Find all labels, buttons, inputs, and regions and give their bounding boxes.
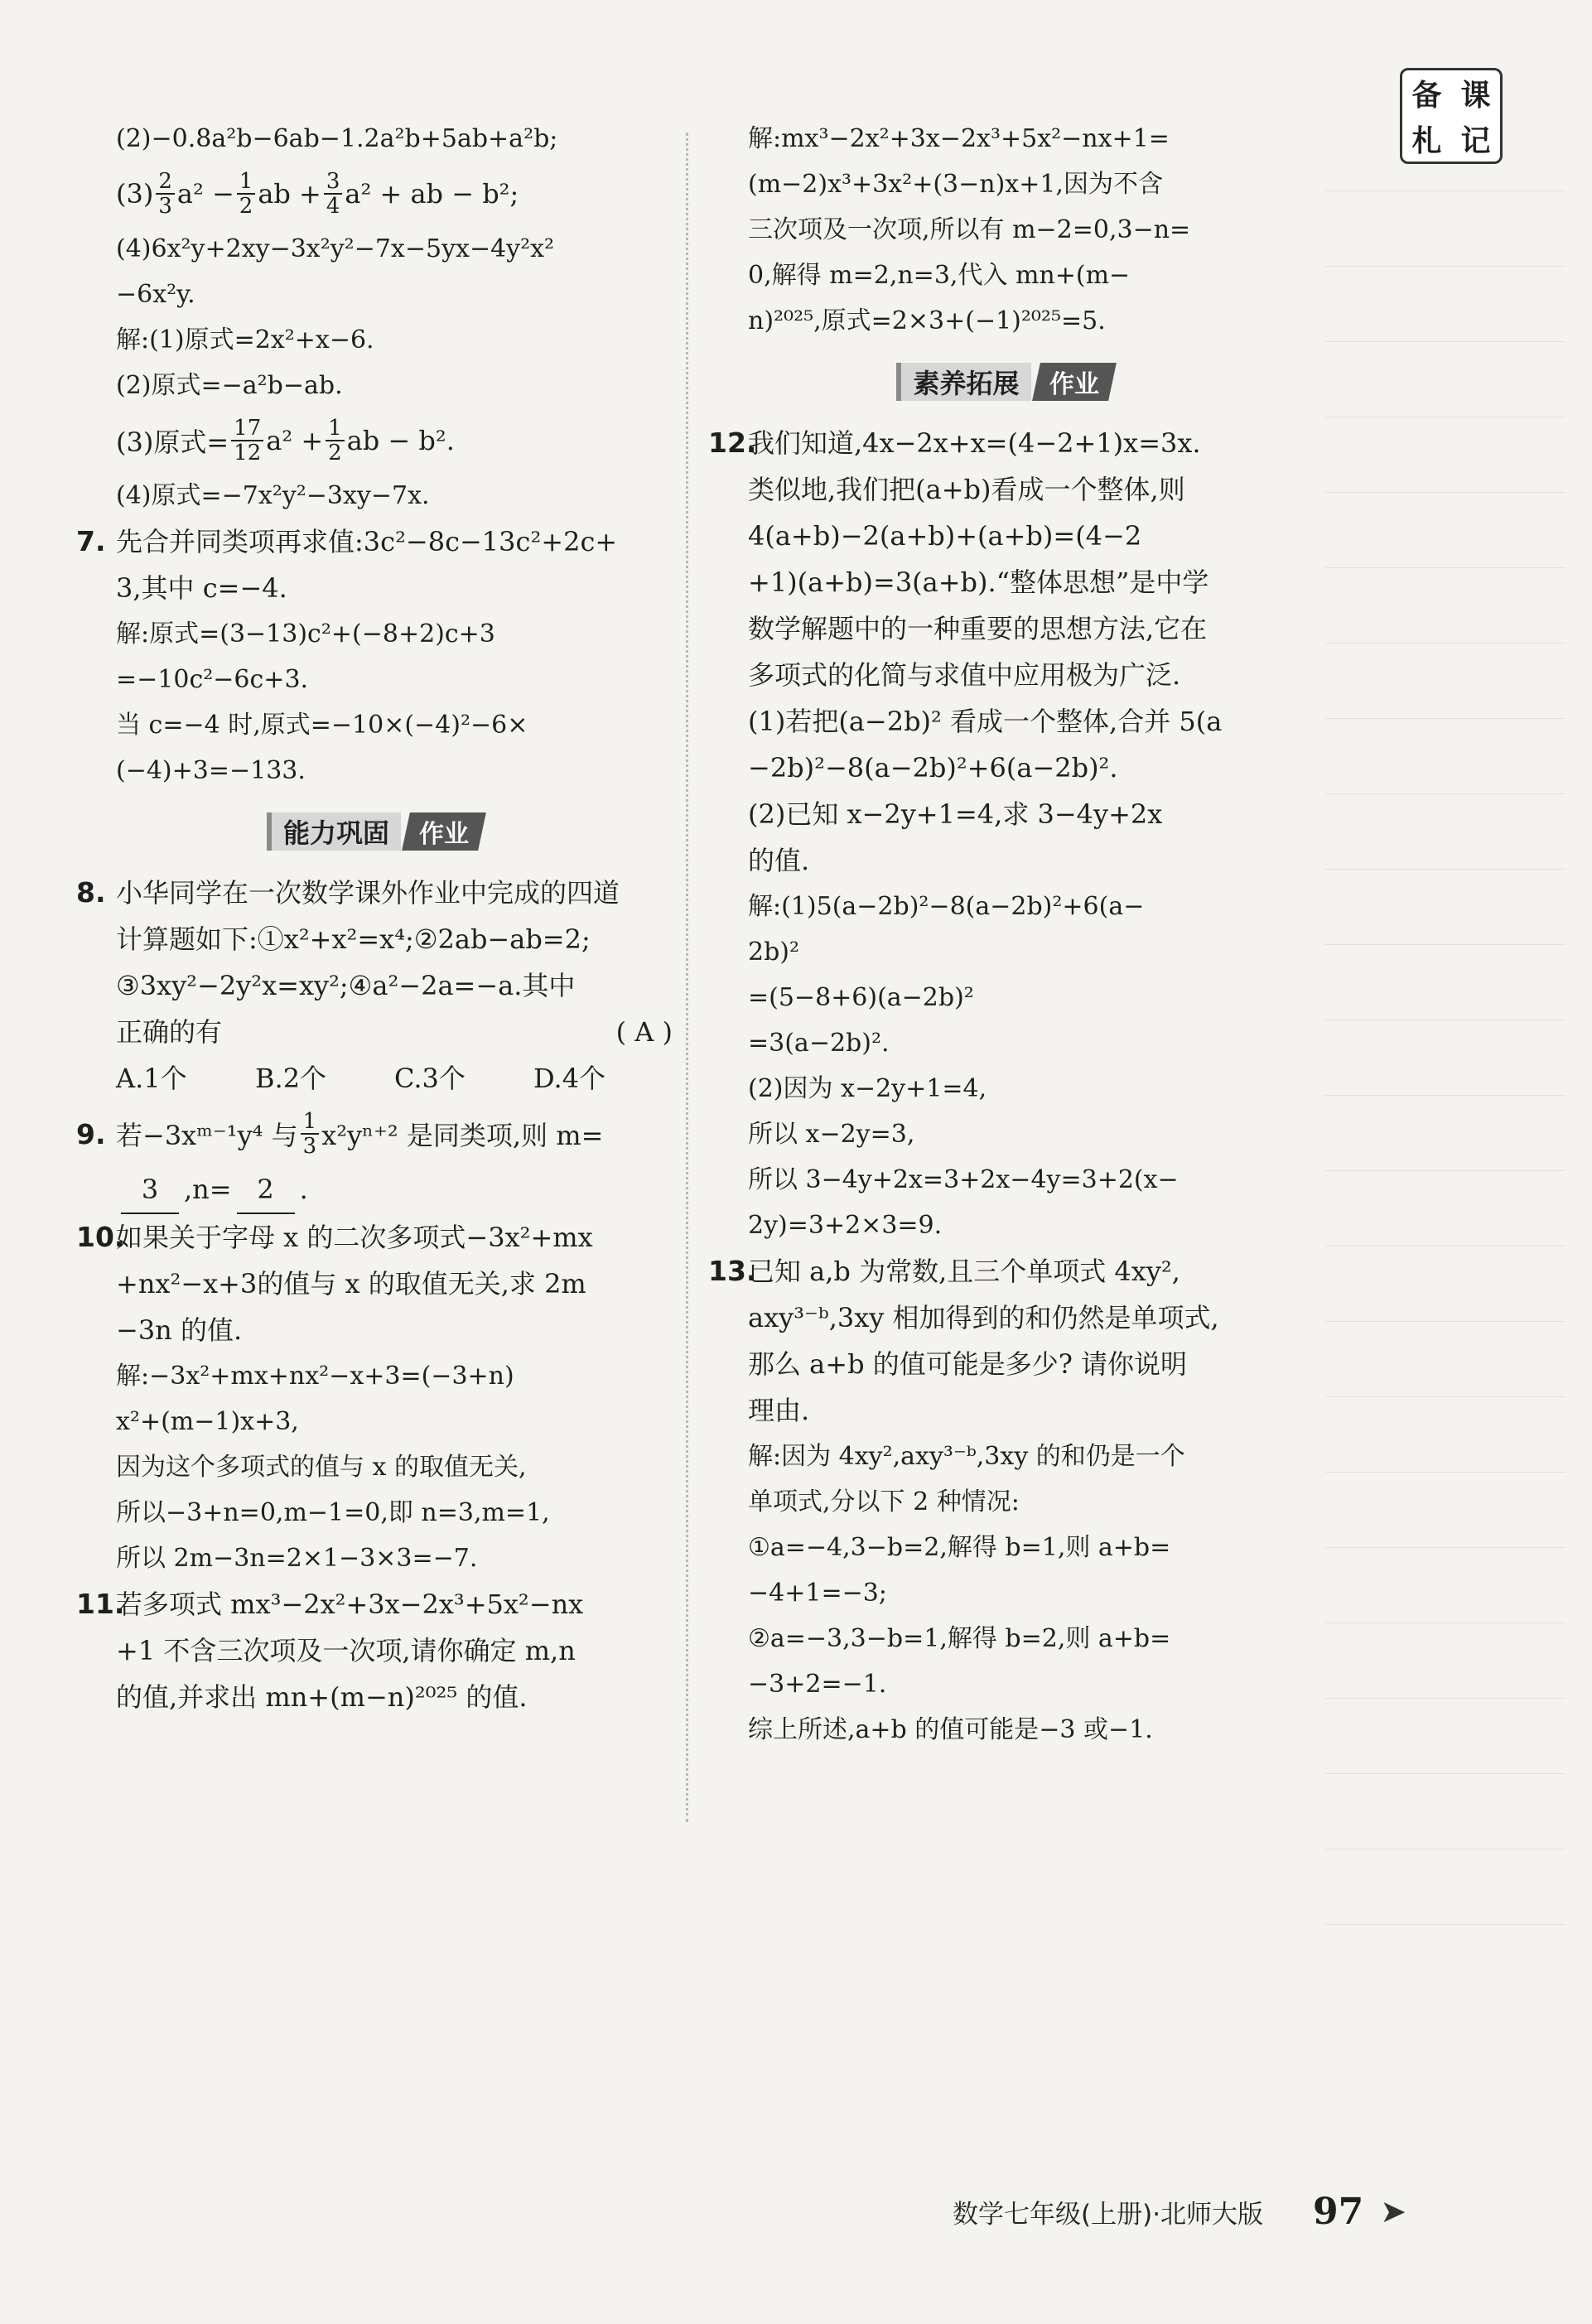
solution-line: 2y)=3+2×3=9. — [748, 1211, 943, 1240]
solution-line: x²+(m−1)x+3, — [116, 1407, 299, 1436]
badge-char: 课 — [1460, 79, 1491, 113]
badge-char: 札 — [1411, 124, 1442, 158]
problem-line: −6x²y. — [116, 280, 195, 309]
question-12 — [708, 420, 1300, 1248]
fill-blank-line: 3 ,n= 2 . — [116, 1166, 673, 1214]
solution-line: 解:因为 4xy²,axy³⁻ᵇ,3xy 的和仍是一个 — [748, 1442, 1185, 1471]
section-header-ability — [76, 798, 673, 865]
badge-char: 备 — [1411, 79, 1442, 113]
q6-continuation — [76, 116, 673, 518]
solution-line: (2)原式=−a²b−ab. — [116, 371, 343, 400]
solution-line: 0,解得 m=2,n=3,代入 mn+(m− — [748, 261, 1131, 290]
right-column — [708, 116, 1300, 1753]
question-text: 已知 a,b 为常数,且三个单项式 4xy², — [748, 1256, 1180, 1287]
question-text: 类似地,我们把(a+b)看成一个整体,则 — [748, 474, 1185, 505]
problem-line: (4)6x²y+2xy−3x²y²−7x−5yx−4y²x² — [116, 234, 555, 263]
question-text: 那么 a+b 的值可能是多少? 请你说明 — [748, 1348, 1188, 1380]
left-column — [76, 116, 673, 1720]
question-9: 9. 若−3xᵐ⁻¹y⁴ 与 $\frac{1}{3}$ x²yⁿ⁺² 是同类项,则 m= 3 ,n= 2 . — [76, 1102, 673, 1214]
question-text: +nx²−x+3的值与 x 的取值无关,求 2m — [116, 1268, 586, 1299]
question-text: (2)已知 x−2y+1=4,求 3−4y+2x — [748, 798, 1163, 830]
question-text: 如果关于字母 x 的二次多项式−3x²+mx — [116, 1222, 593, 1253]
question-11 — [76, 1581, 673, 1720]
solution-line: 所以 2m−3n=2×1−3×3=−7. — [116, 1544, 478, 1573]
fraction: $\frac{17}{12}$ — [231, 417, 263, 465]
question-number: 8. — [76, 876, 106, 909]
option-c: C.3个 — [394, 1063, 466, 1094]
fraction: $\frac{1}{3}$ — [301, 1110, 320, 1158]
solution-line: 所以 3−4y+2x=3+2x−4y=3+2(x− — [748, 1165, 1179, 1194]
question-number: 10. — [76, 1221, 125, 1253]
section-header-extension — [708, 349, 1300, 415]
solution-line: 因为这个多项式的值与 x 的取值无关, — [116, 1453, 527, 1482]
book-title: 数学七年级(上册)·北师大版 — [953, 2199, 1264, 2230]
solution-line: =−10c²−6c+3. — [116, 665, 309, 694]
section-title: 素养拓展 — [896, 363, 1030, 401]
question-text: 小华同学在一次数学课外作业中完成的四道 — [116, 877, 620, 909]
solution-line: 解:原式=(3−13)c²+(−8+2)c+3 — [116, 620, 495, 649]
question-number: 9. — [76, 1117, 106, 1150]
question-text: 数学解题中的一种重要的思想方法,它在 — [748, 613, 1208, 644]
solution-line: −4+1=−3; — [748, 1579, 887, 1608]
solution-line: 解:−3x²+mx+nx²−x+3=(−3+n) — [116, 1362, 514, 1391]
lesson-notes-badge — [1400, 68, 1503, 164]
question-text: 3,其中 c=−4. — [116, 572, 287, 604]
question-text: ③3xy²−2y²x=xy²;④a²−2a=−a.其中 — [116, 970, 576, 1001]
answer-choice: ( A ) — [615, 1016, 673, 1048]
column-divider — [686, 133, 688, 1822]
solution-line: 2b)² — [748, 938, 800, 967]
solution-line: 所以 x−2y=3, — [748, 1120, 915, 1149]
solution-line: n)²⁰²⁵,原式=2×3+(−1)²⁰²⁵=5. — [748, 306, 1106, 335]
fraction: $\frac{3}{4}$ — [324, 170, 343, 218]
solution-line: (−4)+3=−133. — [116, 756, 306, 785]
question-text: 先合并同类项再求值:3c²−8c−13c²+2c+ — [116, 526, 618, 557]
answer-blank-n: 2 — [237, 1166, 295, 1214]
question-text: 若多项式 mx³−2x²+3x−2x³+5x²−nx — [116, 1589, 584, 1620]
solution-line: 解:(1)5(a−2b)²−8(a−2b)²+6(a− — [748, 892, 1145, 921]
question-number: 7. — [76, 525, 106, 557]
solution-line: −3+2=−1. — [748, 1670, 887, 1699]
solution-line: 三次项及一次项,所以有 m−2=0,3−n= — [748, 215, 1191, 244]
question-number: 12. — [708, 427, 757, 459]
fraction: $\frac{1}{2}$ — [237, 170, 256, 218]
answer-blank-m: 3 — [121, 1166, 179, 1214]
question-13 — [708, 1248, 1300, 1753]
note-lines — [1325, 190, 1565, 1999]
options-row — [116, 1055, 673, 1102]
question-text: 4(a+b)−2(a+b)+(a+b)=(4−2 — [748, 520, 1142, 552]
solution-line: 当 c=−4 时,原式=−10×(−4)²−6× — [116, 711, 528, 740]
option-b: B.2个 — [255, 1063, 327, 1094]
solution-line: 所以−3+n=0,m−1=0,即 n=3,m=1, — [116, 1498, 550, 1527]
badge-char: 记 — [1460, 124, 1491, 158]
fraction: $\frac{2}{3}$ — [156, 170, 175, 218]
question-number: 11. — [76, 1588, 125, 1620]
q11-solution — [708, 116, 1300, 344]
problem-line: (2)−0.8a²b−6ab−1.2a²b+5ab+a²b; — [116, 124, 558, 153]
solution-line: 解:mx³−2x²+3x−2x³+5x²−nx+1= — [748, 124, 1170, 153]
solution-line: ②a=−3,3−b=1,解得 b=2,则 a+b= — [748, 1624, 1171, 1653]
question-number: 13. — [708, 1255, 757, 1287]
question-7 — [76, 518, 673, 793]
section-tag: 作业 — [1032, 363, 1117, 401]
question-text: 理由. — [748, 1395, 810, 1426]
solution-line: =(5−8+6)(a−2b)² — [748, 983, 974, 1012]
question-text: 我们知道,4x−2x+x=(4−2+1)x=3x. — [748, 427, 1201, 459]
question-text: 正确的有 — [116, 1016, 223, 1048]
question-text: (1)若把(a−2b)² 看成一个整体,合并 5(a — [748, 706, 1223, 737]
page-number: 97 — [1313, 2190, 1364, 2233]
question-8 — [76, 870, 673, 1102]
section-title: 能力巩固 — [267, 812, 401, 851]
question-10 — [76, 1214, 673, 1581]
question-text: 的值,并求出 mn+(m−n)²⁰²⁵ 的值. — [116, 1681, 528, 1713]
solution-line: 解:(1)原式=2x²+x−6. — [116, 325, 374, 354]
page-footer — [953, 2187, 1532, 2236]
solution-line: ①a=−4,3−b=2,解得 b=1,则 a+b= — [748, 1533, 1171, 1562]
question-text: −2b)²−8(a−2b)²+6(a−2b)². — [748, 752, 1118, 784]
question-text: 计算题如下:①x²+x²=x⁴;②2ab−ab=2; — [116, 923, 591, 955]
question-text: 的值. — [748, 845, 810, 876]
solution-line: 单项式,分以下 2 种情况: — [748, 1487, 1020, 1516]
question-text: +1 不含三次项及一次项,请你确定 m,n — [116, 1635, 576, 1666]
fraction: $\frac{1}{2}$ — [326, 417, 345, 465]
option-a: A.1个 — [116, 1063, 187, 1094]
solution-line: =3(a−2b)². — [748, 1029, 890, 1058]
question-text: −3n 的值. — [116, 1314, 243, 1346]
question-text: +1)(a+b)=3(a+b).“整体思想”是中学 — [748, 567, 1209, 598]
solution-line-fraction: (3)原式= $\frac{17}{12}$ a² + $\frac{1}{2}$ ab − b². — [116, 416, 455, 465]
section-tag: 作业 — [402, 812, 486, 851]
question-text: axy³⁻ᵇ,3xy 相加得到的和仍然是单项式, — [748, 1302, 1219, 1333]
solution-line: (2)因为 x−2y+1=4, — [748, 1074, 987, 1103]
solution-line: (4)原式=−7x²y²−3xy−7x. — [116, 481, 430, 510]
solution-line: (m−2)x³+3x²+(3−n)x+1,因为不含 — [748, 170, 1163, 199]
solution-line: 综上所述,a+b 的值可能是−3 或−1. — [748, 1715, 1153, 1744]
corner-arrow-icon: ➤ — [1380, 2193, 1407, 2230]
option-d: D.4个 — [533, 1063, 606, 1094]
question-text: 多项式的化简与求值中应用极为广泛. — [748, 659, 1181, 691]
problem-line-fraction: (3) $\frac{2}{3}$ a² − $\frac{1}{2}$ ab + $\frac{3}{4}$ a² + ab − b²; — [116, 169, 519, 219]
